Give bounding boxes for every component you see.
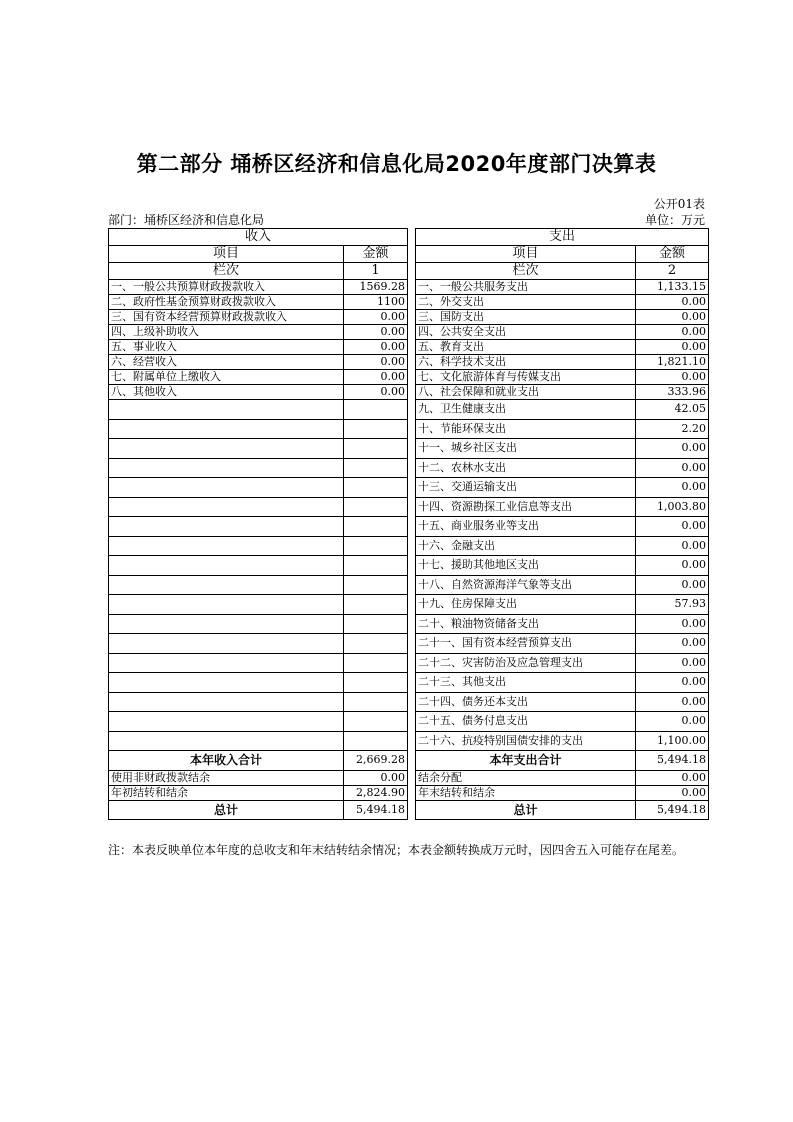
expense-item: 十二、农林水支出 [416, 458, 636, 478]
expense-amount: 0.00 [636, 634, 709, 654]
expense-amount: 0.00 [636, 556, 709, 576]
table-row [109, 673, 709, 693]
expense-amount: 0.00 [636, 439, 709, 459]
income-amount-empty [344, 478, 408, 498]
income-amount-header: 金额 [344, 246, 408, 263]
expense-header: 支出 [416, 229, 709, 246]
expense-amount: 2.20 [636, 419, 709, 439]
expense-amount: 0.00 [636, 673, 709, 693]
table-row [109, 295, 709, 310]
income-amount: 1569.28 [344, 280, 408, 295]
expense-amount: 0.00 [636, 692, 709, 712]
income-amount-empty [344, 575, 408, 595]
department-label: 部门：埇桥区经济和信息化局 [108, 213, 265, 227]
income-item: 六、经营收入 [109, 355, 344, 370]
income-amount: 0.00 [344, 370, 408, 385]
table-row [109, 280, 709, 295]
income-item-empty [109, 419, 344, 439]
expense-item: 十八、自然资源海洋气象等支出 [416, 575, 636, 595]
grand-total-row [109, 800, 709, 820]
expense-amount: 0.00 [636, 653, 709, 673]
form-number: 公开01表 [653, 197, 705, 211]
table-row [109, 458, 709, 478]
income-amount: 1100 [344, 295, 408, 310]
non-fiscal-label: 使用非财政拨款结余 [109, 770, 344, 785]
expense-item: 七、文化旅游体育与传媒支出 [416, 370, 636, 385]
expense-item: 二十四、债务还本支出 [416, 692, 636, 712]
income-header: 收入 [109, 229, 408, 246]
income-amount: 0.00 [344, 385, 408, 400]
income-item-empty [109, 497, 344, 517]
income-item-empty [109, 439, 344, 459]
table-row [109, 325, 709, 340]
page-title: 第二部分 埇桥区经济和信息化局2020年度部门决算表 [136, 152, 657, 176]
expense-col-label: 栏次 [416, 263, 636, 280]
expense-item-header: 项目 [416, 246, 636, 263]
expense-amount: 0.00 [636, 712, 709, 732]
income-total-value: 2,669.28 [344, 751, 408, 771]
table-row [109, 370, 709, 385]
income-item-empty [109, 634, 344, 654]
income-amount-empty [344, 692, 408, 712]
expense-item: 四、公共安全支出 [416, 325, 636, 340]
income-amount-empty [344, 458, 408, 478]
table-row [109, 575, 709, 595]
table-row [109, 536, 709, 556]
expense-item: 十四、资源勘探工业信息等支出 [416, 497, 636, 517]
expense-item: 二十二、灾害防治及应急管理支出 [416, 653, 636, 673]
expense-item: 五、教育支出 [416, 340, 636, 355]
income-amount-empty [344, 653, 408, 673]
expense-item: 二十五、债务付息支出 [416, 712, 636, 732]
expense-item: 一、一般公共服务支出 [416, 280, 636, 295]
table-row [109, 478, 709, 498]
expense-item: 十三、交通运输支出 [416, 478, 636, 498]
expense-amount: 0.00 [636, 478, 709, 498]
income-item: 三、国有资本经营预算财政拨款收入 [109, 310, 344, 325]
income-item-empty [109, 595, 344, 615]
expense-amount: 0.00 [636, 536, 709, 556]
income-amount-empty [344, 614, 408, 634]
begin-balance-label: 年初结转和结余 [109, 785, 344, 800]
income-item-header: 项目 [109, 246, 344, 263]
income-amount-empty [344, 536, 408, 556]
income-amount-empty [344, 400, 408, 420]
income-amount-empty [344, 634, 408, 654]
income-amount-empty [344, 731, 408, 751]
expense-item: 二十一、国有资本经营预算支出 [416, 634, 636, 654]
expense-amount: 0.00 [636, 370, 709, 385]
footnote: 注：本表反映单位本年度的总收支和年末结转结余情况；本表金额转换成万元时，因四舍五入可能存在尾差。 [108, 843, 685, 857]
expense-amount: 0.00 [636, 575, 709, 595]
income-amount-empty [344, 673, 408, 693]
table-row [109, 692, 709, 712]
table-row [109, 731, 709, 751]
expense-item: 六、科学技术支出 [416, 355, 636, 370]
income-amount: 0.00 [344, 310, 408, 325]
end-balance-label: 年末结转和结余 [416, 785, 636, 800]
column-header-row [109, 246, 709, 263]
income-amount-empty [344, 439, 408, 459]
income-amount-empty [344, 556, 408, 576]
income-item-empty [109, 673, 344, 693]
surplus-dist-value: 0.00 [636, 770, 709, 785]
grand-expense-value: 5,494.18 [636, 800, 709, 820]
expense-total-value: 5,494.18 [636, 751, 709, 771]
table-row [109, 400, 709, 420]
expense-item: 十五、商业服务业等支出 [416, 517, 636, 537]
expense-amount: 1,133.15 [636, 280, 709, 295]
expense-amount: 0.00 [636, 458, 709, 478]
income-item-empty [109, 458, 344, 478]
income-amount-empty [344, 595, 408, 615]
table-row [109, 355, 709, 370]
expense-item: 十六、金融支出 [416, 536, 636, 556]
expense-total-label: 本年支出合计 [416, 751, 636, 771]
expense-amount: 0.00 [636, 325, 709, 340]
budget-table [108, 228, 709, 820]
table-row [109, 556, 709, 576]
expense-amount: 57.93 [636, 595, 709, 615]
income-item-empty [109, 400, 344, 420]
income-col-no: 1 [344, 263, 408, 280]
income-col-label: 栏次 [109, 263, 344, 280]
expense-col-no: 2 [636, 263, 709, 280]
section-header-row [109, 229, 709, 246]
end-balance-value: 0.00 [636, 785, 709, 800]
expense-amount: 0.00 [636, 340, 709, 355]
income-amount-empty [344, 497, 408, 517]
expense-item: 九、卫生健康支出 [416, 400, 636, 420]
surplus-dist-label: 结余分配 [416, 770, 636, 785]
income-item-empty [109, 575, 344, 595]
income-item-empty [109, 614, 344, 634]
income-item-empty [109, 653, 344, 673]
expense-item: 二、外交支出 [416, 295, 636, 310]
grand-income-value: 5,494.18 [344, 800, 408, 820]
income-item-empty [109, 478, 344, 498]
expense-item: 二十六、抗疫特别国债安排的支出 [416, 731, 636, 751]
expense-item: 二十、粮油物资储备支出 [416, 614, 636, 634]
expense-item: 十一、城乡社区支出 [416, 439, 636, 459]
income-amount-empty [344, 419, 408, 439]
expense-amount: 1,003.80 [636, 497, 709, 517]
income-item-empty [109, 731, 344, 751]
expense-item: 十九、住房保障支出 [416, 595, 636, 615]
income-item: 一、一般公共预算财政拨款收入 [109, 280, 344, 295]
expense-amount: 1,100.00 [636, 731, 709, 751]
non-fiscal-value: 0.00 [344, 770, 408, 785]
begin-balance-value: 2,824.90 [344, 785, 408, 800]
table-row [109, 439, 709, 459]
balance-row [109, 770, 709, 785]
expense-item: 八、社会保障和就业支出 [416, 385, 636, 400]
table-row [109, 712, 709, 732]
balance-row [109, 785, 709, 800]
income-item: 四、上级补助收入 [109, 325, 344, 340]
income-item: 八、其他收入 [109, 385, 344, 400]
table-row [109, 310, 709, 325]
table-row [109, 614, 709, 634]
expense-item: 十、节能环保支出 [416, 419, 636, 439]
income-amount: 0.00 [344, 325, 408, 340]
grand-expense-label: 总计 [416, 800, 636, 820]
table-row [109, 385, 709, 400]
income-item: 七、附属单位上缴收入 [109, 370, 344, 385]
income-item-empty [109, 556, 344, 576]
income-item-empty [109, 536, 344, 556]
income-total-label: 本年收入合计 [109, 751, 344, 771]
expense-item: 二十三、其他支出 [416, 673, 636, 693]
expense-amount: 0.00 [636, 517, 709, 537]
unit-label: 单位：万元 [644, 213, 705, 227]
grand-income-label: 总计 [109, 800, 344, 820]
column-number-row [109, 263, 709, 280]
expense-amount: 0.00 [636, 614, 709, 634]
year-total-row [109, 751, 709, 771]
income-item: 二、政府性基金预算财政拨款收入 [109, 295, 344, 310]
income-amount-empty [344, 517, 408, 537]
income-amount-empty [344, 712, 408, 732]
expense-item: 三、国防支出 [416, 310, 636, 325]
table-row [109, 340, 709, 355]
expense-amount: 333.96 [636, 385, 709, 400]
expense-amount: 1,821.10 [636, 355, 709, 370]
income-amount: 0.00 [344, 355, 408, 370]
expense-amount: 0.00 [636, 295, 709, 310]
table-row [109, 497, 709, 517]
income-item-empty [109, 692, 344, 712]
expense-amount: 42.05 [636, 400, 709, 420]
table-row [109, 517, 709, 537]
table-row [109, 634, 709, 654]
income-item-empty [109, 517, 344, 537]
table-row [109, 653, 709, 673]
expense-amount: 0.00 [636, 310, 709, 325]
table-row [109, 595, 709, 615]
expense-item: 十七、援助其他地区支出 [416, 556, 636, 576]
expense-amount-header: 金额 [636, 246, 709, 263]
table-row [109, 419, 709, 439]
income-item: 五、事业收入 [109, 340, 344, 355]
income-item-empty [109, 712, 344, 732]
income-amount: 0.00 [344, 340, 408, 355]
